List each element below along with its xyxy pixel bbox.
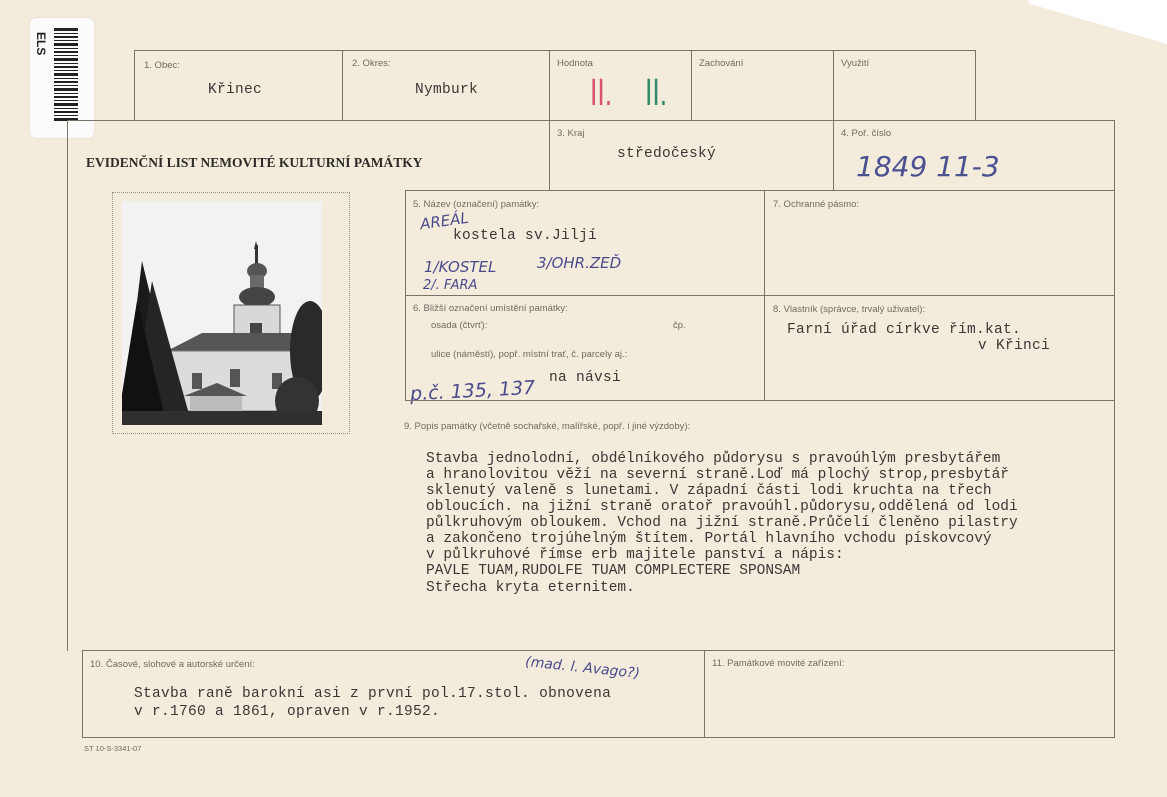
hodnota-value-red: II. [590,72,613,114]
casove-line2: v r.1760 a 1861, opraven v r.1952. [134,704,441,720]
casove-line1: Stavba raně barokní asi z první pol.17.stol. obnovena [134,686,612,702]
popis-line: obloucích. na jižní straně oratoř pravoúhl.půdorysu,oddělená od lodi [426,499,1018,515]
ochranne-label: 7. Ochranné pásmo: [773,199,860,210]
popis-line: PAVLE TUAM,RUDOLFE TUAM COMPLECTERE SPONSAM [426,563,801,579]
hodnota-label: Hodnota [557,58,593,69]
obec-label: 1. Obec: [144,60,180,71]
umisteni-typed: na návsi [549,370,622,386]
vlastnik-label: 8. Vlastník (správce, trvalý uživatel): [773,304,926,315]
popis-label: 9. Popis památky (včetně sochařské, malířské, popř. i jiné výzdoby): [404,421,691,432]
umisteni-label: 6. Bližší označení umístění památky: [413,303,568,314]
popis-line: v půlkruhové římse erb majitele panství a nápis: [426,547,844,563]
barcode-icon [54,28,78,124]
vyuziti-label: Využití [841,58,870,69]
umisteni-hand: p.č. 135, 137 [409,376,536,406]
popis-divider [405,400,1115,401]
hodnota-value-green: II. [645,72,668,114]
nazev-hand-areal: AREÁL [418,208,470,234]
okres-label: 2. Okres: [352,58,391,69]
kraj-label: 3. Kraj [557,128,585,139]
nazev-label: 5. Název (označení) památky: [413,199,540,210]
cp-label: čp. [673,320,686,331]
popis-line: a hranolovitou věží na severní straně.Loď má plochý strop,presbytář [426,467,1009,483]
obec-value: Křinec [208,82,263,98]
kraj-value: středočeský [617,146,717,162]
form-code: ST 10-S-3341-07 [84,744,142,753]
popis-line: půlkruhovým obloukem. Vchod na jižní straně.Průčelí členěno pilastry [426,515,1018,531]
porcislo-value: 1849 11-3 [856,150,1000,183]
nazev-hand-zed: 3/OHR.ZEĎ [537,254,622,272]
osada-label: osada (čtvrť): [431,320,488,331]
church-photo [122,201,322,425]
porcislo-label: 4. Poř. číslo [841,128,892,139]
okres-value: Nymburk [415,82,479,98]
popis-line: sklenutý valeně s lunetami. V západní části lodi kruchta na třech [426,483,992,499]
vlastnik-line2: v Křinci [978,338,1051,354]
zachovani-label: Zachování [699,58,744,69]
vlastnik-line1: Farní úřad církve řím.kat. [787,322,1022,338]
nazev-typed: kostela sv.Jiljí [453,228,598,244]
popis-line: a zakončeno trojúhelným štítem. Portál hlavního vchodu pískovcový [426,531,992,547]
popis-line: Stavba jednolodní, obdélníkového půdorysu s pravoúhlým presbytářem [426,451,1001,467]
ulice-label: ulice (náměstí), popř. místní trať, č. parcely aj.: [431,349,628,360]
movite-label: 11. Památkové movité zařízení: [712,658,845,669]
popis-line: Střecha kryta eternitem. [426,580,635,596]
nazev-hand-fara: 2/. FARA [423,278,478,293]
casove-label: 10. Časové, slohové a autorské určení: [90,659,255,670]
form-title: EVIDENČNÍ LIST NEMOVITÉ KULTURNÍ PAMÁTKY [86,155,423,170]
casove-hand: (mad. l. Avago?) [524,654,641,682]
sticker-code: ELS [34,32,48,56]
nazev-hand-kostel: 1/KOSTEL [424,258,497,276]
